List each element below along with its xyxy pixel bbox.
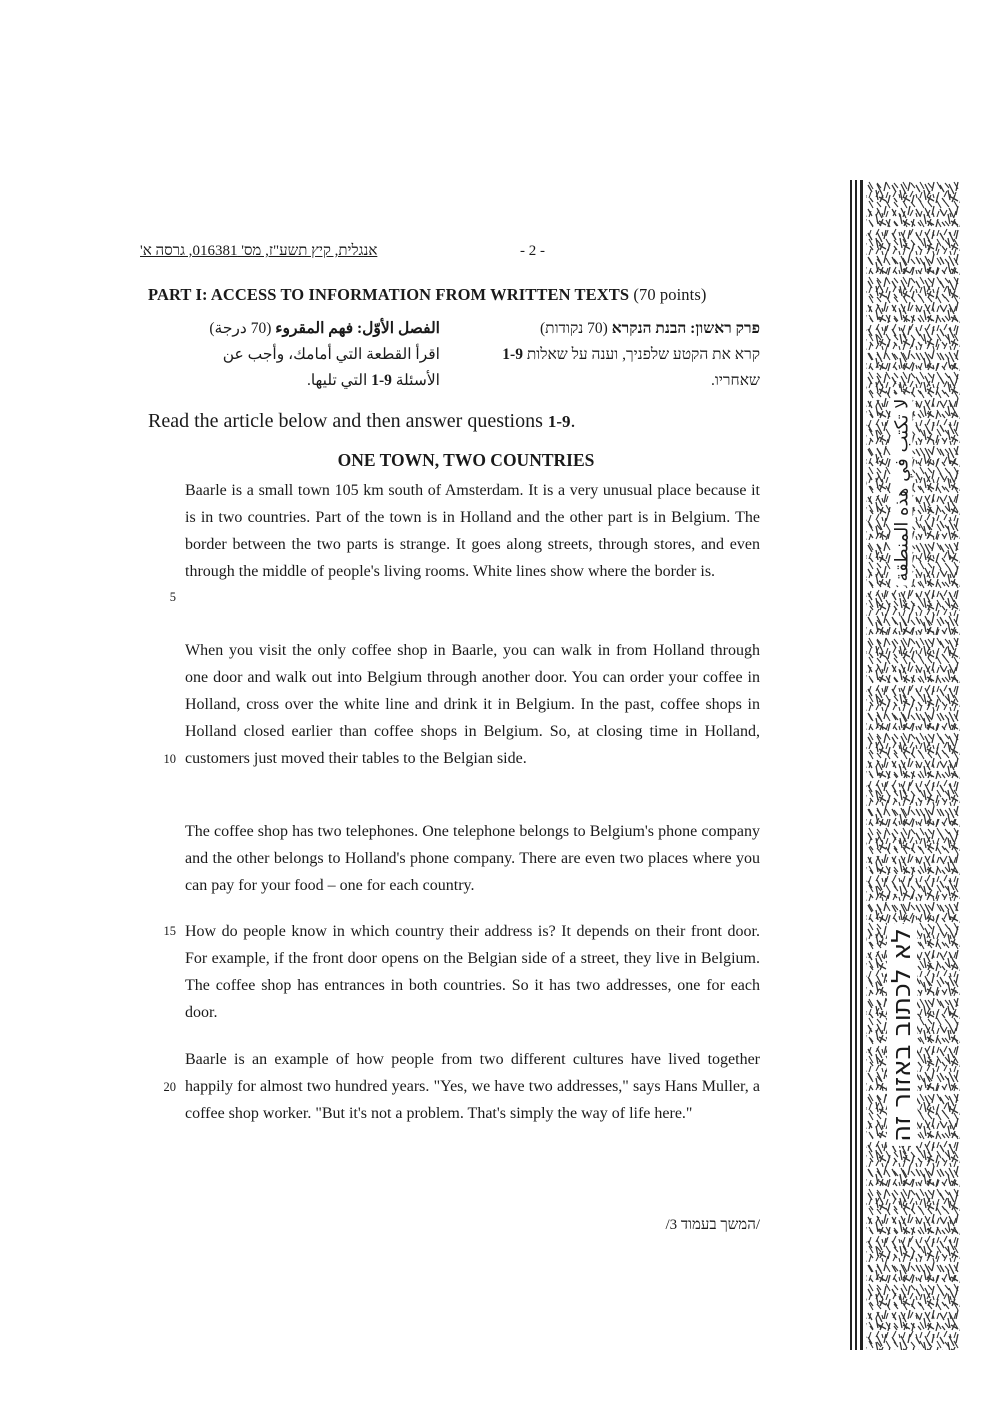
paragraph-text: Baarle is a small town 105 km south of Amsterdam. It is a very unusual place because it is in two countries. Part of the town is in Holland and the other part is in Belgium. The border between the two parts is strange. It goes along streets, through stores, and even through the middle of people's living rooms. White lines show where the border is. [185,482,760,580]
hebrew-points: (70 נקודות) [539,320,608,337]
hebrew-heading: פרק ראשון: הבנת הנקרא [611,320,760,337]
margin-note-hebrew [852,870,952,1200]
hebrew-line-2: שאחריו. [711,372,760,389]
arabic-heading-line [140,316,440,342]
arabic-heading: الفصل الأوّل: فهم المقروء [275,320,440,337]
arabic-line-2-pre: الأسئلة [395,372,440,389]
part-title [148,285,706,305]
arabic-line-1: اقرأ القطعة التي أمامك، وأجب عن [222,346,440,363]
arabic-points: (70 درجة) [209,320,272,337]
line-number: 10 [163,752,176,766]
article-paragraph [185,918,760,1026]
arabic-question-range: 1-9 [371,372,392,389]
line-number: 5 [169,590,176,604]
margin-note-hebrew-text: לא לכתוב באזור זה [887,924,917,1146]
hebrew-line-1-text: קרא את הקטע שלפניך, וענה על שאלות [526,346,760,363]
instruction-text: Read the article below and then answer questions [148,410,543,432]
page-number: - 2 - [520,243,545,259]
arabic-line-2-post: التي تليها. [306,372,368,389]
article-paragraph [185,637,760,772]
article-paragraph [185,477,760,585]
arabic-instructions [140,316,440,394]
margin-note-arabic-text: لا تكتب في هذه المنطقة [892,394,913,585]
article-paragraph [185,818,760,899]
continued-note: /המשך בעמוד 3/ [665,1217,760,1233]
part-points: (70 points) [633,285,707,304]
arabic-line-2 [140,368,440,394]
paragraph-text: How do people know in which country their address is? It depends on their front door. For example, if the front door opens on the Belgian side of a street, they live in Belgium. The coffee shop has entrances in both countries. So it has two addresses, one for each door. [185,923,760,1021]
hebrew-question-range: 1-9 [502,346,523,363]
paragraph-text: When you visit the only coffee shop in Baarle, you can walk in from Holland through one door and walk out into Belgium through another door. You can order your coffee in Holland, cross over the white line and drink it in Belgium. In the past, coffee shops in Holland closed earlier than coffee shops in Belgium. So, at closing time in Holland, customers just moved their tables to the Belgian side. [185,642,760,767]
hebrew-instructions [455,316,760,394]
hebrew-line-1 [455,342,760,368]
article-title: ONE TOWN, TWO COUNTRIES [337,450,595,470]
exam-reference-header: אנגלית, קיץ תשע"ז, מס' 016381, גרסה א' [140,243,378,259]
part-title-text: PART I: ACCESS TO INFORMATION FROM WRITTEN TEXTS [148,285,630,304]
paragraph-text: The coffee shop has two telephones. One telephone belongs to Belgium's phone company and the other belongs to Holland's phone company. There are even two places where you can pay for your food – one for each country. [185,823,760,894]
line-number: 15 [163,924,176,938]
instruction-range: 1-9 [547,412,571,431]
line-number: 20 [163,1080,176,1094]
hebrew-heading-line [455,316,760,342]
paragraph-text: Baarle is an example of how people from two different cultures have lived together happily for almost two hundred years. "Yes, we have two addresses," says Hans Muller, a coffee shop worker. "But it's not a problem. That's simply the way of life here." [185,1051,760,1122]
article-paragraph [185,1046,760,1127]
margin-note-arabic [852,370,952,610]
instruction-end: . [570,410,576,432]
reading-instruction [148,410,576,433]
